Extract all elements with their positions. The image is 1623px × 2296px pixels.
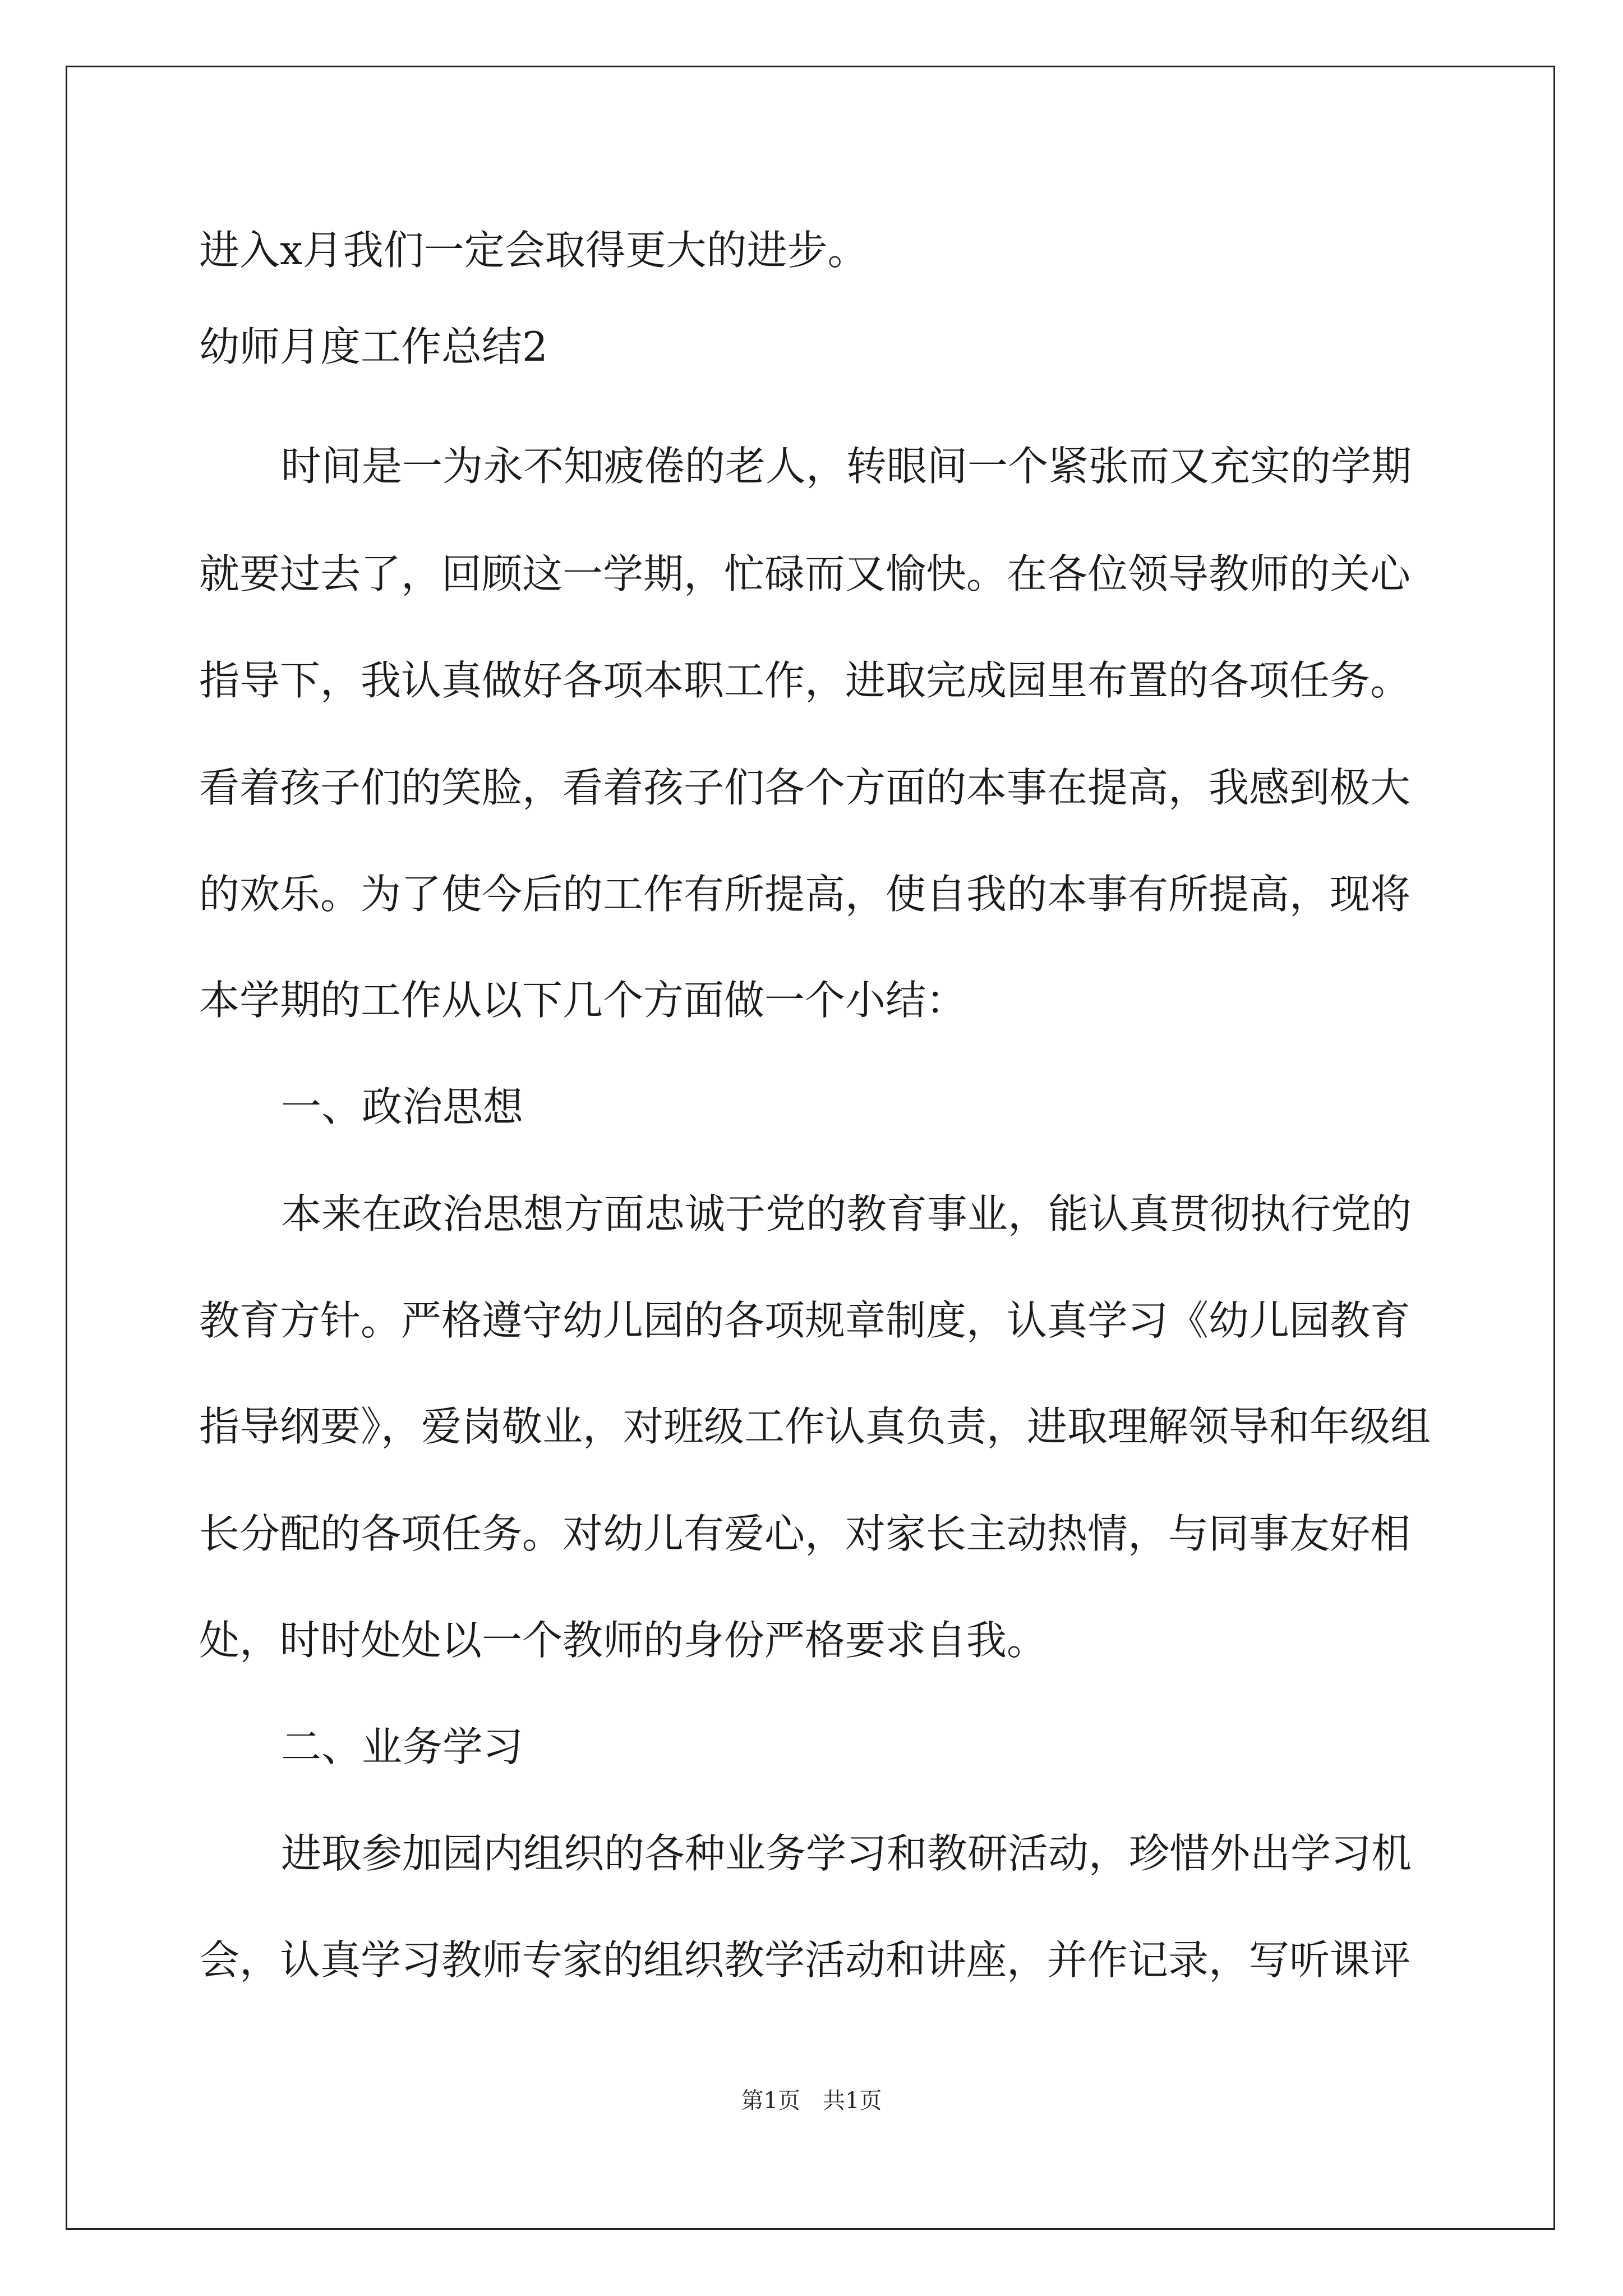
text-line: 会，认真学习教师专家的组织教学活动和讲座，并作记录，写听课评 <box>199 1936 1411 1984</box>
subheading: 二、业务学习 <box>281 1723 524 1770</box>
text-line: 本来在政治思想方面忠诚于党的教育事业，能认真贯彻执行党的 <box>281 1190 1412 1237</box>
text-line: 指导纲要》，爱岗敬业，对班级工作认真负责，进取理解领导和年级组 <box>199 1403 1431 1450</box>
text-line: 看着孩子们的笑脸，看着孩子们各个方面的本事在提高，我感到极大 <box>199 764 1411 811</box>
subheading: 一、政治思想 <box>281 1083 524 1130</box>
text-line: 处，时时处处以一个教师的身份严格要求自我。 <box>199 1617 1048 1664</box>
section-title: 幼师月度工作总结2 <box>199 323 548 370</box>
text-line: 长分配的各项任务。对幼儿有爱心，对家长主动热情，与同事友好相 <box>199 1510 1411 1557</box>
text-line: 教育方针。严格遵守幼儿园的各项规章制度，认真学习《幼儿园教育 <box>199 1297 1411 1344</box>
text-line: 就要过去了，回顾这一学期，忙碌而又愉快。在各位领导教师的关心 <box>199 550 1411 597</box>
page-footer: 第1页 共1页 <box>741 2088 882 2114</box>
text-line: 的欢乐。为了使今后的工作有所提高，使自我的本事有所提高，现将 <box>199 871 1411 918</box>
text-line: 指导下，我认真做好各项本职工作，进取完成园里布置的各项任务。 <box>199 657 1411 704</box>
text-line: 时间是一为永不知疲倦的老人，转眼间一个紧张而又充实的学期 <box>281 443 1412 490</box>
text-line: 进入x月我们一定会取得更大的进步。 <box>199 227 868 274</box>
text-line: 本学期的工作从以下几个方面做一个小结： <box>199 977 967 1024</box>
text-line: 进取参加园内组织的各种业务学习和教研活动，珍惜外出学习机 <box>281 1830 1412 1877</box>
page-border <box>66 66 1555 2230</box>
